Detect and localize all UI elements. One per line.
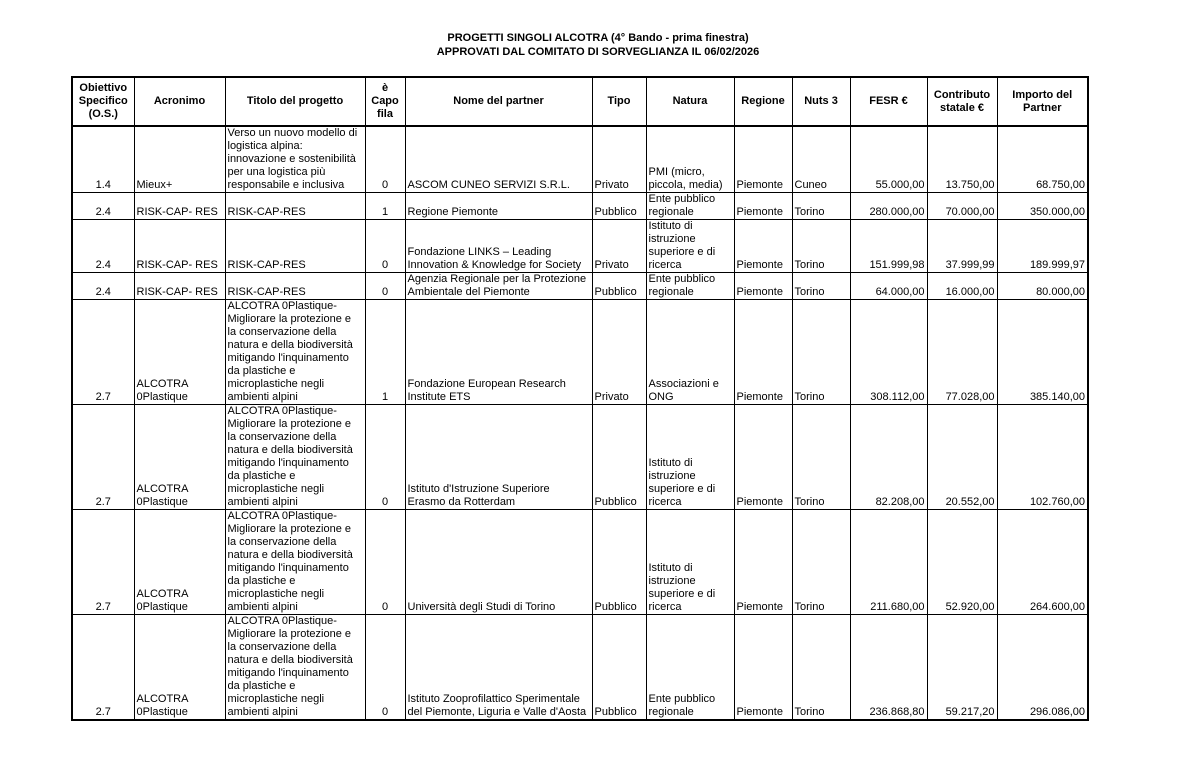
cell-partner: Fondazione LINKS – Leading Innovation & Knowledge for Society [405, 220, 592, 273]
cell-fesr: 64.000,00 [850, 273, 927, 300]
document-title [0, 31, 1196, 59]
cell-tipo: Pubblico [592, 273, 646, 300]
cell-acronimo: ALCOTRA 0Plastique [134, 405, 225, 510]
cell-titolo: ALCOTRA 0Plastique- Migliorare la protezione e la conservazione della natura e della biodiversità mitigando l'inquinamento da plastiche e microplastiche negli ambienti alpini [225, 615, 365, 721]
cell-titolo: RISK-CAP-RES [225, 193, 365, 220]
cell-regione: Piemonte [734, 126, 792, 193]
cell-titolo: ALCOTRA 0Plastique- Migliorare la protezione e la conservazione della natura e della biodiversità mitigando l'inquinamento da plastiche e microplastiche negli ambienti alpini [225, 405, 365, 510]
cell-os: 1.4 [72, 126, 134, 193]
cell-partner: Regione Piemonte [405, 193, 592, 220]
cell-contributo: 77.028,00 [927, 300, 997, 405]
cell-regione: Piemonte [734, 193, 792, 220]
cell-nuts3: Torino [792, 510, 850, 615]
cell-partner: Fondazione European Research Institute ETS [405, 300, 592, 405]
cell-contributo: 59.217,20 [927, 615, 997, 721]
cell-fesr: 280.000,00 [850, 193, 927, 220]
cell-tipo: Privato [592, 126, 646, 193]
table-row [72, 220, 1088, 273]
cell-regione: Piemonte [734, 300, 792, 405]
cell-contributo: 20.552,00 [927, 405, 997, 510]
cell-fesr: 82.208,00 [850, 405, 927, 510]
cell-natura: PMI (micro, piccola, media) [646, 126, 734, 193]
cell-capofila: 1 [365, 300, 405, 405]
cell-partner: Agenzia Regionale per la Protezione Ambientale del Piemonte [405, 273, 592, 300]
cell-titolo: Verso un nuovo modello di logistica alpina: innovazione e sostenibilità per una logistica più responsabile e inclusiva [225, 126, 365, 193]
cell-importo: 80.000,00 [997, 273, 1088, 300]
cell-regione: Piemonte [734, 615, 792, 721]
cell-tipo: Pubblico [592, 615, 646, 721]
cell-contributo: 16.000,00 [927, 273, 997, 300]
cell-os: 2.7 [72, 300, 134, 405]
header-fesr: FESR € [850, 77, 927, 126]
cell-os: 2.7 [72, 510, 134, 615]
cell-capofila: 0 [365, 126, 405, 193]
cell-acronimo: ALCOTRA 0Plastique [134, 300, 225, 405]
cell-natura: Ente pubblico regionale [646, 615, 734, 721]
cell-os: 2.4 [72, 273, 134, 300]
title-line-2: APPROVATI DAL COMITATO DI SORVEGLIANZA IL 06/02/2026 [436, 46, 760, 58]
cell-capofila: 0 [365, 220, 405, 273]
cell-capofila: 0 [365, 405, 405, 510]
cell-regione: Piemonte [734, 220, 792, 273]
header-capofila: è Capo fila [365, 77, 405, 126]
cell-titolo: ALCOTRA 0Plastique- Migliorare la protezione e la conservazione della natura e della biodiversità mitigando l'inquinamento da plastiche e microplastiche negli ambienti alpini [225, 510, 365, 615]
cell-acronimo: ALCOTRA 0Plastique [134, 615, 225, 721]
header-natura: Natura [646, 77, 734, 126]
cell-contributo: 37.999,99 [927, 220, 997, 273]
projects-table [71, 76, 1089, 721]
cell-nuts3: Torino [792, 193, 850, 220]
cell-titolo: RISK-CAP-RES [225, 273, 365, 300]
header-importo: Importo del Partner [997, 77, 1088, 126]
cell-nuts3: Torino [792, 615, 850, 721]
cell-tipo: Pubblico [592, 405, 646, 510]
cell-tipo: Pubblico [592, 193, 646, 220]
cell-tipo: Privato [592, 300, 646, 405]
header-partner: Nome del partner [405, 77, 592, 126]
cell-nuts3: Torino [792, 300, 850, 405]
table-row [72, 273, 1088, 300]
cell-fesr: 151.999,98 [850, 220, 927, 273]
cell-capofila: 0 [365, 615, 405, 721]
cell-nuts3: Torino [792, 405, 850, 510]
table-row [72, 300, 1088, 405]
cell-partner: Istituto Zooprofilattico Sperimentale del Piemonte, Liguria e Valle d'Aosta [405, 615, 592, 721]
cell-contributo: 13.750,00 [927, 126, 997, 193]
cell-capofila: 1 [365, 193, 405, 220]
title-line-1: PROGETTI SINGOLI ALCOTRA (4° Bando - prima finestra) [447, 32, 749, 44]
table-row [72, 405, 1088, 510]
cell-os: 2.7 [72, 615, 134, 721]
cell-partner: ASCOM CUNEO SERVIZI S.R.L. [405, 126, 592, 193]
table-row [72, 193, 1088, 220]
cell-regione: Piemonte [734, 273, 792, 300]
cell-importo: 296.086,00 [997, 615, 1088, 721]
cell-nuts3: Torino [792, 220, 850, 273]
cell-importo: 264.600,00 [997, 510, 1088, 615]
header-os: Obiettivo Specifico (O.S.) [72, 77, 134, 126]
cell-importo: 102.760,00 [997, 405, 1088, 510]
cell-regione: Piemonte [734, 510, 792, 615]
cell-contributo: 52.920,00 [927, 510, 997, 615]
cell-natura: Associazioni e ONG [646, 300, 734, 405]
cell-titolo: ALCOTRA 0Plastique- Migliorare la protezione e la conservazione della natura e della biodiversità mitigando l'inquinamento da plastiche e microplastiche negli ambienti alpini [225, 300, 365, 405]
cell-os: 2.7 [72, 405, 134, 510]
cell-acronimo: RISK-CAP- RES [134, 193, 225, 220]
cell-fesr: 236.868,80 [850, 615, 927, 721]
header-acronimo: Acronimo [134, 77, 225, 126]
cell-acronimo: ALCOTRA 0Plastique [134, 510, 225, 615]
cell-natura: Istituto di istruzione superiore e di ricerca [646, 220, 734, 273]
cell-acronimo: RISK-CAP- RES [134, 220, 225, 273]
table-row [72, 510, 1088, 615]
cell-importo: 68.750,00 [997, 126, 1088, 193]
cell-os: 2.4 [72, 193, 134, 220]
cell-tipo: Privato [592, 220, 646, 273]
table-row [72, 126, 1088, 193]
header-contributo: Contributo statale € [927, 77, 997, 126]
cell-importo: 385.140,00 [997, 300, 1088, 405]
cell-capofila: 0 [365, 273, 405, 300]
header-tipo: Tipo [592, 77, 646, 126]
cell-natura: Ente pubblico regionale [646, 273, 734, 300]
header-regione: Regione [734, 77, 792, 126]
cell-acronimo: Mieux+ [134, 126, 225, 193]
cell-fesr: 211.680,00 [850, 510, 927, 615]
cell-natura: Ente pubblico regionale [646, 193, 734, 220]
header-row [72, 77, 1088, 126]
cell-os: 2.4 [72, 220, 134, 273]
cell-tipo: Pubblico [592, 510, 646, 615]
cell-contributo: 70.000,00 [927, 193, 997, 220]
cell-importo: 350.000,00 [997, 193, 1088, 220]
cell-regione: Piemonte [734, 405, 792, 510]
cell-partner: Università degli Studi di Torino [405, 510, 592, 615]
cell-titolo: RISK-CAP-RES [225, 220, 365, 273]
cell-nuts3: Torino [792, 273, 850, 300]
cell-natura: Istituto di istruzione superiore e di ricerca [646, 510, 734, 615]
cell-acronimo: RISK-CAP- RES [134, 273, 225, 300]
cell-nuts3: Cuneo [792, 126, 850, 193]
cell-natura: Istituto di istruzione superiore e di ricerca [646, 405, 734, 510]
cell-capofila: 0 [365, 510, 405, 615]
header-titolo: Titolo del progetto [225, 77, 365, 126]
cell-fesr: 308.112,00 [850, 300, 927, 405]
table-body [72, 126, 1088, 720]
cell-importo: 189.999,97 [997, 220, 1088, 273]
cell-partner: Istituto d'Istruzione Superiore Erasmo da Rotterdam [405, 405, 592, 510]
header-nuts3: Nuts 3 [792, 77, 850, 126]
cell-fesr: 55.000,00 [850, 126, 927, 193]
table-row [72, 615, 1088, 721]
